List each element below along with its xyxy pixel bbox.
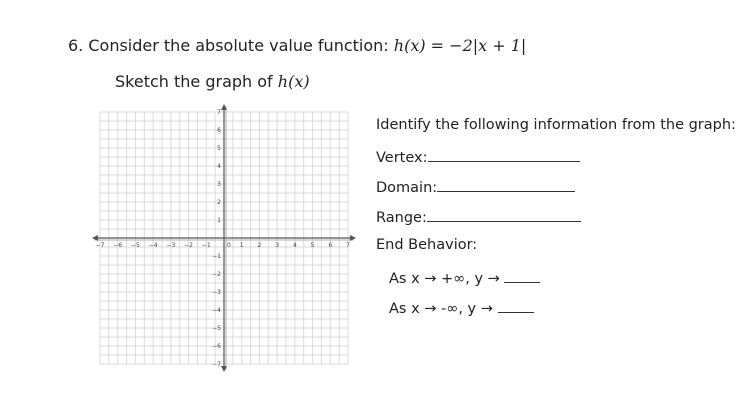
end-behavior-pos-blank[interactable] [504,268,540,283]
y-tick-label: −4 [212,307,221,314]
y-tick-label: 3 [217,181,221,188]
vertex-row [376,147,580,166]
y-tick-label: 7 [217,109,221,116]
x-tick-label: −2 [184,242,194,249]
domain-label: Domain: [376,180,438,196]
range-label: Range: [376,210,427,226]
end-behavior-neg-label: As x → -∞, y → [389,301,493,317]
y-tick-label: −7 [212,361,221,368]
end-behavior-neg-blank[interactable] [498,298,534,313]
domain-blank[interactable] [437,177,575,192]
y-tick-label: 5 [217,145,221,152]
x-tick-label: −4 [148,242,158,249]
end-behavior-label: End Behavior: [376,237,478,253]
x-tick-label: 0 [227,242,231,249]
x-tick-label: −5 [130,242,140,249]
sketch-prompt-text: Sketch the graph of [115,72,273,91]
x-tick-label: 2 [257,242,262,249]
y-tick-label: −1 [212,253,221,260]
x-tick-label: −1 [201,242,211,249]
y-tick-label: −5 [212,325,221,332]
end-behavior-pos-label: As x → +∞, y → [389,271,500,287]
x-tick-label: −3 [166,242,176,249]
end-behavior-neg-row [389,298,534,317]
x-tick-label: 5 [310,242,315,249]
y-tick-label: 4 [217,163,221,170]
x-tick-label: −7 [95,242,105,249]
vertex-blank[interactable] [428,147,580,162]
sketch-prompt [115,72,310,91]
question-number: 6. [68,36,84,55]
y-tick-label: −6 [212,343,221,350]
info-heading: Identify the following information from the graph: [376,117,736,133]
question-statement: Consider the absolute value function: [88,36,389,55]
x-tick-label: −6 [113,242,123,249]
end-behavior-pos-row [389,268,540,287]
coordinate-grid[interactable] [92,104,356,372]
sketch-prompt-function: h(x) [277,72,310,91]
domain-row [376,177,575,196]
function-expression: h(x) = −2|x + 1| [393,36,527,55]
x-tick-label: 3 [275,242,280,249]
range-row [376,207,581,226]
y-tick-label: 2 [217,199,221,206]
question-text [68,36,526,55]
vertex-label: Vertex: [376,150,428,166]
y-tick-label: 6 [217,127,221,134]
y-tick-label: 1 [217,217,221,224]
x-tick-label: 1 [239,242,244,249]
x-tick-label: 7 [346,242,350,249]
x-tick-label: 4 [292,242,297,249]
range-blank[interactable] [427,207,581,222]
x-tick-label: 6 [328,242,333,249]
y-tick-label: −2 [212,271,221,278]
y-tick-label: −3 [212,289,221,296]
